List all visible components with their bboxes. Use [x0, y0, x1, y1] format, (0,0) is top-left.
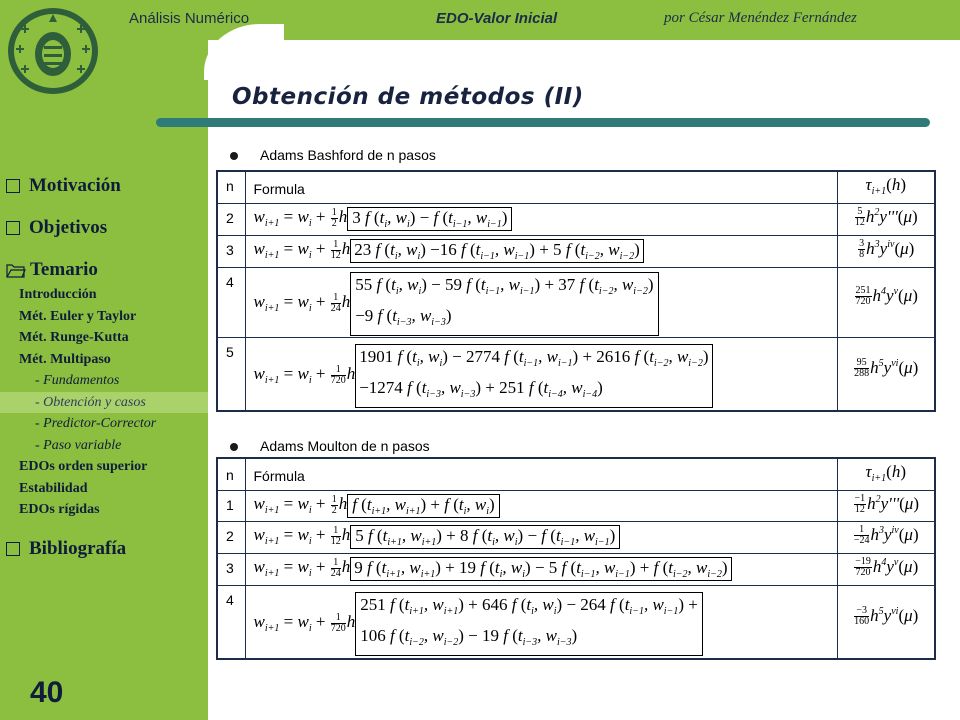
topic-name: EDO-Valor Inicial — [436, 10, 558, 27]
table-header-row — [217, 171, 935, 203]
error-cell: $\frac{251}{720}$ $h^4y^v(\mu)$ — [837, 267, 935, 337]
error-cell: $\frac{3}{8}$ $h^3y^{iv}(\mu)$ — [837, 235, 935, 267]
formula-cell — [245, 235, 837, 267]
navigation-menu — [0, 172, 208, 577]
table-row — [217, 235, 935, 267]
row-n: 5 — [217, 337, 245, 411]
bullet-icon — [230, 152, 238, 160]
truncation-error-symbol: $\tau_{i+1}(h)$ — [865, 462, 906, 484]
table-row — [217, 585, 935, 659]
col-error-header — [837, 171, 935, 203]
formula-cell — [245, 203, 837, 235]
nav-sub-fundamentos[interactable]: - Fundamentos — [35, 373, 120, 388]
formula-cell — [245, 490, 837, 521]
col-n-header: n — [217, 458, 245, 490]
row-n: 4 — [217, 585, 245, 659]
table-row — [217, 553, 935, 585]
error-cell: $\frac{95}{288}$ $h^5y^{vi}(\mu)$ — [837, 337, 935, 411]
nav-sub-multipaso[interactable]: Mét. Multipaso — [19, 351, 111, 367]
formula-cell — [245, 585, 837, 659]
error-cell: $\frac{1}{-24}$ $h^3y^{iv}(\mu)$ — [837, 521, 935, 553]
formula-cell — [245, 337, 837, 411]
sidebar — [0, 0, 208, 720]
error-cell: $\frac{-19}{720}$ $h^4y^v(\mu)$ — [837, 553, 935, 585]
open-folder-icon — [6, 261, 26, 279]
nav-sub-euler-taylor[interactable]: Mét. Euler y Taylor — [19, 308, 137, 324]
table-row — [217, 203, 935, 235]
nav-sub-edos-orden-superior[interactable]: EDOs orden superior — [19, 459, 148, 474]
row-n: 2 — [217, 203, 245, 235]
moulton-table — [216, 457, 936, 660]
university-crest-icon — [4, 4, 102, 98]
formula-cell — [245, 521, 837, 553]
nav-item-objetivos[interactable]: Objetivos — [0, 214, 208, 242]
formula-cell — [245, 553, 837, 585]
table-row — [217, 521, 935, 553]
formula-cell — [245, 267, 837, 337]
truncation-error-symbol: $\tau_{i+1}(h)$ — [865, 175, 906, 197]
row-n: 2 — [217, 521, 245, 553]
title-rule — [156, 118, 930, 127]
error-cell: $\frac{5}{12}$ $h^2y'''(\mu)$ — [837, 203, 935, 235]
formula-ab5: $w_{i+1} = w_i$ + $\frac{1}{720}$ h 1901 f ($t_i$, $w_i) - 2774$ f ($t_{i-1}$, $w_{i-1}) + 2616$ f ($t_{i-2}$, $w_{i-2}$) −1274 f ($t_{i-3}$, $w_{i-3}) + 251$ f ($t_{i-4}$, $w_{i-4}$) — [254, 364, 713, 383]
moulton-label: Adams Moulton de n pasos — [260, 438, 430, 454]
formula-am2: $w_{i+1} = w_i$ + $\frac{1}{12}$ h 5 f ($t_{i+1}$, $w_{i+1}) + 8$ f ($t_i$, $w_i) - f$ ($t_{i-1}$, $w_{i-1}$) — [254, 525, 621, 544]
formula-ab4: $w_{i+1} = w_i$ + $\frac{1}{24}$ h 55 f ($t_i$, $w_i) - 59$ f ($t_{i-1}$, $w_{i-1}) + 37$ f ($t_{i-2}$, $w_{i-2}$) −9 f ($t_{i-3}$, $w_{i-3}$) — [254, 292, 659, 311]
bashford-label: Adams Bashford de n pasos — [260, 147, 436, 163]
course-name: Análisis Numérico — [129, 10, 250, 27]
author-name: por César Menéndez Fernández — [664, 10, 857, 26]
page-number: 40 — [30, 676, 64, 709]
table-row — [217, 267, 935, 337]
table-row — [217, 337, 935, 411]
formula-ab2: $w_{i+1} = w_i$ + $\frac{1}{2}$ h 3 f ($t_i$, $w_i) - f$ ($t_{i-1}$, $w_{i-1}$) — [254, 207, 513, 226]
checkbox-icon — [6, 542, 20, 556]
checkbox-icon — [6, 221, 20, 235]
nav-sub-obtencion-casos[interactable]: - Obtención y casos — [0, 392, 208, 414]
error-cell: $\frac{-3}{160}$ $h^5y^{vi}(\mu)$ — [837, 585, 935, 659]
header-underlay — [244, 40, 960, 70]
row-n: 3 — [217, 553, 245, 585]
formula-ab3: $w_{i+1} = w_i$ + $\frac{1}{12}$ h 23 f ($t_i$, $w_i) -16$ f ($t_{i-1}$, $w_{i-1}) + 5$ f ($t_{i-2}$, $w_{i-2}$) — [254, 239, 644, 258]
bullet-icon — [230, 443, 238, 451]
nav-sub-introduccion[interactable]: Introducción — [19, 287, 97, 302]
nav-sub-predictor-corrector[interactable]: - Predictor-Corrector — [35, 416, 157, 431]
col-formula-header: Fórmula — [245, 458, 837, 490]
row-n: 4 — [217, 267, 245, 337]
col-formula-header: Formula — [245, 171, 837, 203]
table-row — [217, 490, 935, 521]
formula-am3: $w_{i+1} = w_i$ + $\frac{1}{24}$ h 9 f ($t_{i+1}$, $w_{i+1}) + 19$ f ($t_i$, $w_i) - 5$ f ($t_{i-1}$, $w_{i-1}) + f$ ($t_{i-2}$, $w_{i-2}$) — [254, 557, 732, 576]
nav-sub-paso-variable[interactable]: - Paso variable — [35, 437, 122, 453]
nav-item-temario[interactable]: Temario — [0, 256, 208, 284]
col-n-header: n — [217, 171, 245, 203]
row-n: 1 — [217, 490, 245, 521]
table-header-row — [217, 458, 935, 490]
row-n: 3 — [217, 235, 245, 267]
nav-item-motivacion[interactable]: Motivación — [0, 172, 208, 200]
col-error-header — [837, 458, 935, 490]
nav-sub-estabilidad[interactable]: Estabilidad — [19, 480, 88, 496]
nav-sub-runge-kutta[interactable]: Mét. Runge-Kutta — [19, 330, 129, 345]
formula-am4: $w_{i+1} = w_i$ + $\frac{1}{720}$ h 251 f ($t_{i+1}$, $w_{i+1}) + 646$ f ($t_i$, $w_i) - 264$ f ($t_{i-1}$, $w_{i-1}$) + 106 f ($t_{i-2}$, $w_{i-2}) - 19$ f ($t_{i-3}$, $w_{i-3}$) — [254, 612, 703, 631]
page-title: Obtención de métodos (II) — [232, 84, 584, 110]
error-cell: $\frac{-1}{12}$ $h^2y'''(\mu)$ — [837, 490, 935, 521]
checkbox-icon — [6, 179, 20, 193]
formula-am1: $w_{i+1} = w_i$ + $\frac{1}{2}$ hf ($t_{i+1}$, $w_{i+1}) + f$ ($t_i$, $w_i$) — [254, 494, 500, 513]
bashford-table — [216, 170, 936, 412]
nav-item-bibliografia[interactable]: Bibliografía — [0, 535, 208, 563]
nav-sub-edos-rigidas[interactable]: EDOs rígidas — [19, 502, 100, 517]
